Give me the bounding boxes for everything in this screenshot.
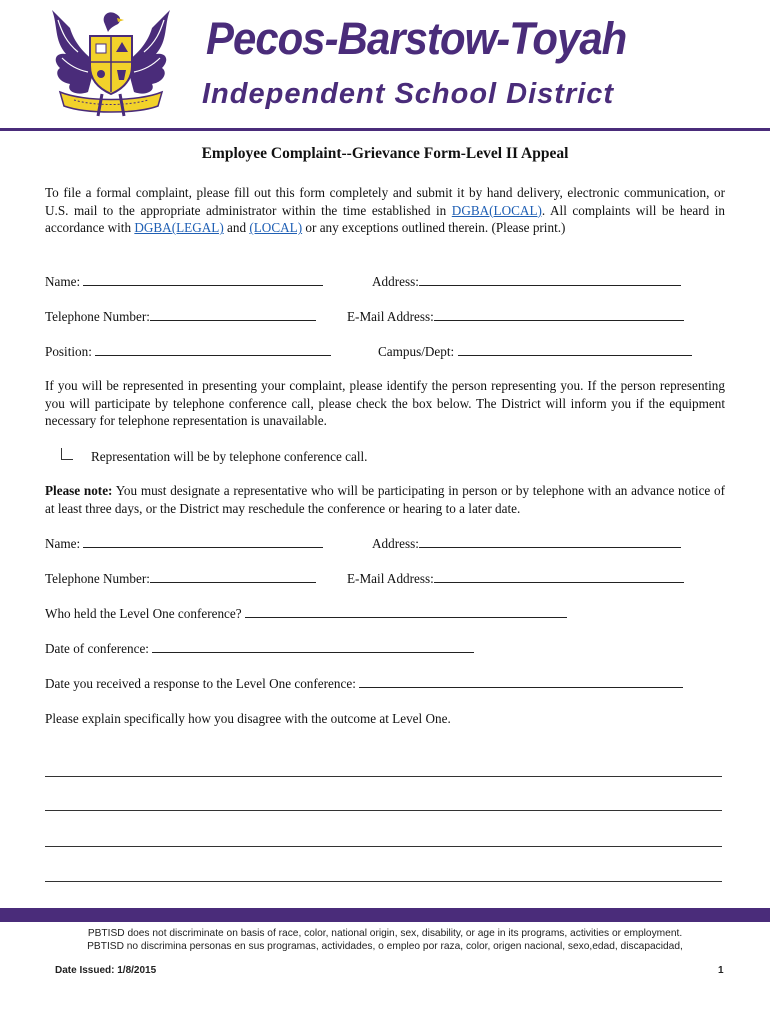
form-title: Employee Complaint--Grievance Form-Level II Appeal — [201, 145, 569, 162]
employee-name-blank[interactable] — [83, 274, 323, 286]
field-label: Address: — [372, 274, 419, 289]
nondiscrimination-english: PBTISD does not discriminate on basis of race, color, national origin, sex, disability, or age in its programs, activities or employment. — [87, 928, 683, 939]
response-date-field[interactable] — [45, 675, 683, 692]
conference-date-field[interactable] — [45, 640, 474, 657]
telephone-conference-label: Representation will be by telephone conference call. — [91, 449, 368, 464]
district-subtitle: Independent School District — [202, 78, 615, 110]
field-label: Campus/Dept: — [378, 344, 455, 359]
explain-prompt: Please explain specifically how you disagree with the outcome at Level One. — [45, 711, 451, 726]
employee-campus-blank[interactable] — [458, 344, 692, 356]
explanation-line[interactable] — [45, 810, 722, 811]
intro-text-4: or any exceptions outlined therein. (Please print.) — [302, 220, 566, 236]
letterhead — [0, 0, 770, 130]
rep-address-field[interactable] — [372, 535, 681, 552]
employee-telephone-field[interactable] — [45, 308, 316, 325]
employee-campus-field[interactable] — [378, 343, 692, 360]
rep-telephone-blank[interactable] — [150, 571, 316, 583]
field-label: E-Mail Address: — [347, 309, 434, 324]
note-text: You must designate a representative who will be participating in person or by telephone with an advance notice of at least three days, or the District may reschedule the conference or hearing to a later date. — [45, 483, 725, 516]
field-label: Date you received a response to the Level One conference: — [45, 676, 356, 691]
intro-paragraph — [45, 184, 725, 237]
field-label: Who held the Level One conference? — [45, 606, 242, 621]
intro-text-1: To file a formal complaint, please fill out this form completely and submit it by hand delivery, electronic communication, or U.S. mail to the appropriate administrator within the time established in — [45, 185, 725, 218]
employee-address-blank[interactable] — [419, 274, 681, 286]
district-name: Pecos-Barstow-Toyah — [206, 13, 627, 64]
rep-telephone-field[interactable] — [45, 570, 316, 587]
rep-address-blank[interactable] — [419, 536, 681, 548]
employee-email-blank[interactable] — [434, 309, 684, 321]
explanation-line[interactable] — [45, 776, 722, 777]
header-divider — [0, 128, 770, 131]
field-label: Telephone Number: — [45, 309, 150, 324]
page-number: 1 — [718, 965, 724, 976]
school-crest-eagle-icon — [44, 6, 178, 124]
note-label: Please note: — [45, 483, 113, 498]
policy-link-dgba-legal[interactable]: DGBA(LEGAL) — [134, 220, 224, 236]
employee-address-field[interactable] — [372, 273, 681, 290]
field-label: Position: — [45, 344, 92, 359]
rep-email-field[interactable] — [347, 570, 684, 587]
intro-text-2: . All complaints will be heard in accordance with — [45, 202, 726, 236]
nondiscrimination-spanish: PBTISD no discrimina personas en sus programas, actividades, o empleo por raza, color, origen nacional, sexo,edad, discapacidad, — [87, 941, 683, 952]
rep-name-blank[interactable] — [83, 536, 323, 548]
employee-position-blank[interactable] — [95, 344, 331, 356]
employee-telephone-blank[interactable] — [150, 309, 316, 321]
field-label: Name: — [45, 274, 81, 289]
employee-email-field[interactable] — [347, 308, 684, 325]
field-label: Address: — [372, 536, 419, 551]
policy-link-dgba-local[interactable]: DGBA(LOCAL) — [451, 202, 542, 218]
footer-band — [0, 908, 770, 922]
rep-email-blank[interactable] — [434, 571, 684, 583]
intro-text-3: and — [223, 220, 250, 236]
conference-date-blank[interactable] — [152, 641, 474, 653]
level-one-who-field[interactable] — [45, 605, 567, 622]
employee-position-field[interactable] — [45, 343, 331, 360]
field-label: Telephone Number: — [45, 571, 150, 586]
field-label: Name: — [45, 536, 81, 551]
employee-name-field[interactable] — [45, 273, 323, 290]
level-one-who-blank[interactable] — [245, 606, 567, 618]
rep-name-field[interactable] — [45, 535, 323, 552]
note-paragraph — [45, 482, 725, 517]
explanation-line[interactable] — [45, 846, 722, 847]
field-label: Date of conference: — [45, 641, 149, 656]
policy-link-local[interactable]: (LOCAL) — [249, 220, 303, 236]
representation-paragraph: If you will be represented in presenting your complaint, please identify the person representing you. If the person representing you will participate by telephone conference call, please check the box below. The District will inform you if the equipment necessary for telephone representation is unavailable. — [45, 378, 725, 429]
field-label: E-Mail Address: — [347, 571, 434, 586]
explanation-line[interactable] — [45, 881, 722, 882]
date-issued: Date Issued: 1/8/2015 — [55, 965, 157, 976]
response-date-blank[interactable] — [359, 676, 683, 688]
telephone-conference-checkbox[interactable] — [61, 448, 73, 460]
